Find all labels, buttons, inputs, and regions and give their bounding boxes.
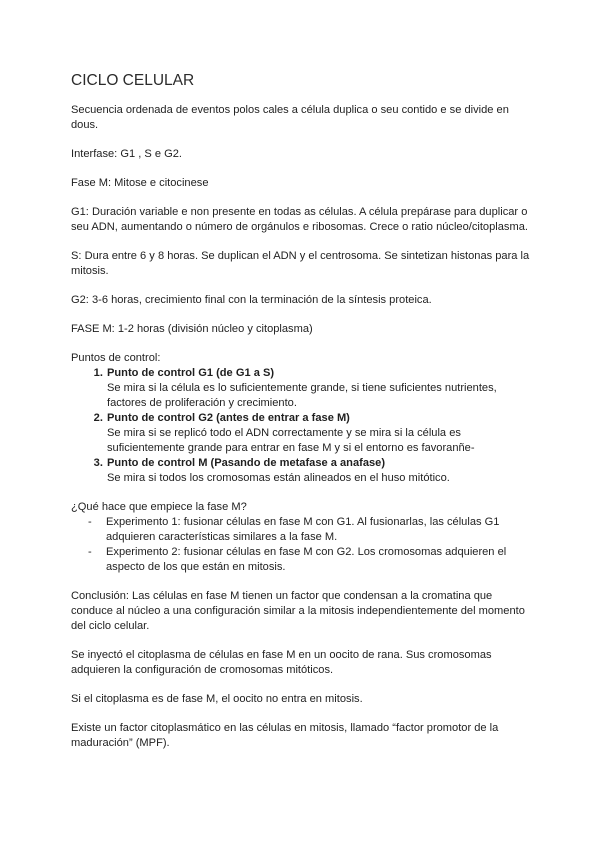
g1-paragraph: G1: Duración variable e non presente en todas as células. A célula prepárase para duplicar o seu ADN, aumentando o número de orgánulos e ribosomas. Crece o ratio núcleo/citoplasma. (71, 206, 528, 233)
checkpoint-description: Se mira si todos los cromosomas están alineados en el huso mitótico. (107, 472, 450, 484)
checkpoint-title: 3. Punto de control M (Pasando de metafase a anafase) (107, 457, 386, 469)
experiment-text: Experimento 2: fusionar células en fase M con G2. Los cromosomas adquieren el aspecto de los que están en mitosis. (106, 546, 507, 573)
frog-oocyte-paragraph: Se inyectó el citoplasma de células en fase M en un oocito de rana. Sus cromosomas adquieren la configuración de cromosomas mitóticos. (71, 649, 492, 676)
question-heading: ¿Qué hace que empiece la fase M? (71, 501, 247, 513)
dash-bullet: - (88, 546, 92, 558)
checkpoint-item (106, 456, 531, 486)
fase-m-time-paragraph: FASE M: 1-2 horas (división núcleo y citoplasma) (71, 323, 313, 335)
dash-bullet: - (88, 516, 92, 528)
checkpoint-title: 1. Punto de control G1 (de G1 a S) (107, 367, 275, 379)
mpf-paragraph: Existe un factor citoplasmático en las células en mitosis, llamado “factor promotor de la maduración” (MPF). (71, 722, 499, 749)
experiment-item (88, 515, 531, 545)
checkpoints-list (71, 366, 531, 486)
checkpoint-description: Se mira si se replicó todo el ADN correctamente y se mira si la célula es suficientemente grande para entrar en fase M y si el entorno es favoranñe- (107, 427, 475, 454)
checkpoint-description: Se mira si la célula es lo suficientemente grande, si tiene suficientes nutrientes, factores de proliferación y crecimiento. (107, 382, 497, 409)
document-title: CICLO CELULAR (71, 72, 195, 89)
document-page (71, 72, 531, 765)
intro-paragraph: Secuencia ordenada de eventos polos cales a célula duplica o seu contido e se divide en dous. (71, 104, 509, 131)
checkpoint-item (106, 411, 531, 456)
g2-paragraph: G2: 3-6 horas, crecimiento final con la terminación de la síntesis proteica. (71, 294, 432, 306)
phase-m-paragraph: Fase M: Mitose e citocinese (71, 177, 209, 189)
interphase-paragraph: Interfase: G1 , S e G2. (71, 148, 182, 160)
experiment-item (88, 545, 531, 575)
s-paragraph: S: Dura entre 6 y 8 horas. Se duplican el ADN y el centrosoma. Se sintetizan histonas para la mitosis. (71, 250, 530, 277)
checkpoints-label: Puntos de control: (71, 352, 161, 364)
checkpoint-title: 2. Punto de control G2 (antes de entrar a fase M) (107, 412, 350, 424)
checkpoint-item (106, 366, 531, 411)
conclusion-paragraph: Conclusión: Las células en fase M tienen un factor que condensan a la cromatina que conduce al núcleo a una configuración similar a la mitosis independientemente del momento del ciclo celular. (71, 590, 525, 632)
experiment-text: Experimento 1: fusionar células en fase M con G1. Al fusionarlas, las células G1 adquieren características similares a la fase M. (106, 516, 500, 543)
cytoplasm-paragraph: Si el citoplasma es de fase M, el oocito no entra en mitosis. (71, 693, 363, 705)
experiments-list (71, 515, 531, 575)
